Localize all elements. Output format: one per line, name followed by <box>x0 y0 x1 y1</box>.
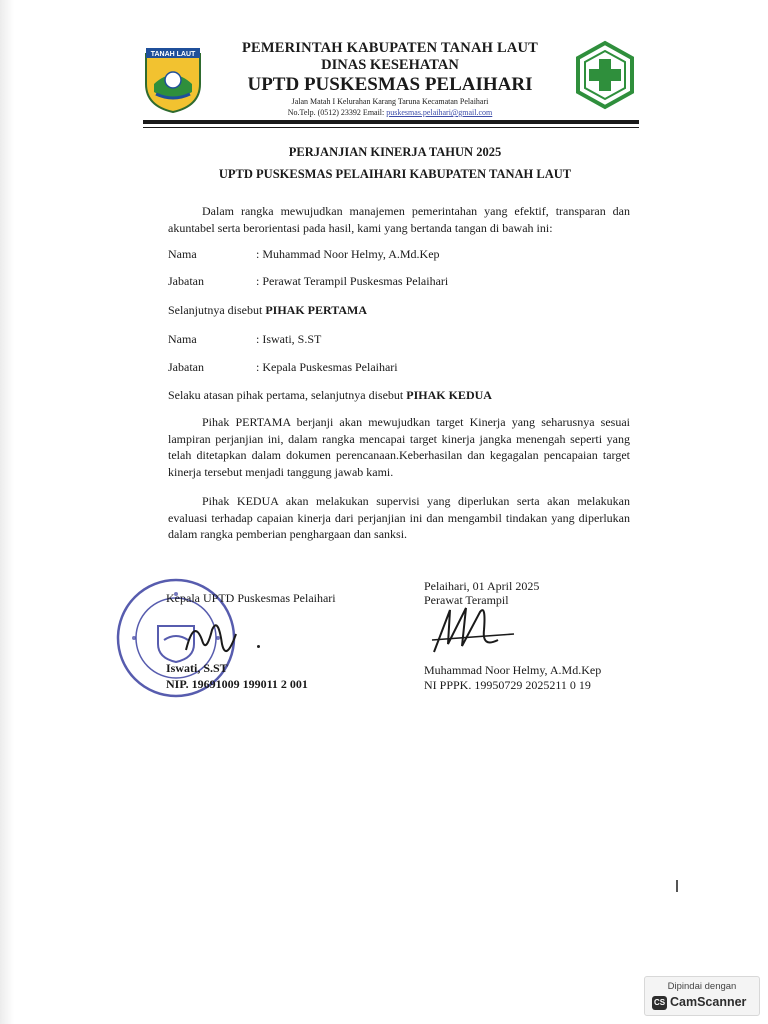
left-signer-id: NIP. 19691009 199011 2 001 <box>166 677 308 691</box>
party2-designation-prefix: Selaku atasan pihak pertama, selanjutnya disebut <box>168 388 407 402</box>
document-title: PERJANJIAN KINERJA TAHUN 2025 <box>288 145 502 159</box>
camscanner-watermark <box>644 976 760 1016</box>
obligation-paragraph-2 <box>168 493 630 543</box>
camscanner-logo-icon: CS <box>652 996 667 1010</box>
party1-designation <box>168 302 367 318</box>
obligation-text-2: Pihak KEDUA akan melakukan supervisi yang diperlukan serta akan melakukan evaluasi terhadap capaian kinerja dari perjanjian ini dan mengambil tindakan yang diperlukan dalam rangka pemberian penghargaan dan sanksi. <box>168 494 630 541</box>
letterhead-phone: No.Telp. (0512) 23392 Email: <box>287 108 387 117</box>
obligation-text-1: Pihak PERTAMA berjanji akan mewujudkan target Kinerja yang seharusnya sesuai lampiran perjanjian ini, dalam rangka mencapai target kinerja jangka menengah seperti yang telah ditetapkan dalam dokumen perencanaan.Keberhasilan dan kegagalan pencapaian target kinerja tersebut menjadi tanggung jawab kami. <box>168 415 630 479</box>
right-signature-icon <box>428 600 518 664</box>
left-signer-name: Iswati, S.ST <box>166 661 228 675</box>
letterhead-contact <box>210 107 570 118</box>
ink-dot <box>257 645 260 648</box>
party2-designation-term: PIHAK KEDUA <box>406 388 492 402</box>
party1-name-value: : Muhammad Noor Helmy, A.Md.Kep <box>256 247 440 261</box>
document-subtitle: UPTD PUSKESMAS PELAIHARI KABUPATEN TANAH LAUT <box>218 167 572 181</box>
right-signer-id: NI PPPK. 19950729 2025211 0 19 <box>424 678 591 692</box>
letterhead-department: DINAS KESEHATAN <box>321 57 459 73</box>
emblem-label: TANAH LAUT <box>150 51 196 58</box>
tanah-laut-emblem-icon <box>142 44 204 114</box>
party2-position-label: Jabatan <box>168 360 204 374</box>
obligation-paragraph-1 <box>168 414 630 480</box>
letterhead <box>210 40 570 118</box>
party1-designation-term: PIHAK PERTAMA <box>265 303 368 317</box>
puskesmas-logo-icon <box>574 40 636 110</box>
left-signer-title: Kepala UPTD Puskesmas Pelaihari <box>166 591 336 605</box>
letterhead-rule-thick <box>143 120 639 124</box>
intro-text: Dalam rangka mewujudkan manajemen pemerintahan yang efektif, transparan dan akuntabel serta berorientasi pada hasil, kami yang bertanda tangan di bawah ini: <box>168 204 630 235</box>
signing-place-date: Pelaihari, 01 April 2025 <box>424 579 540 593</box>
party1-name-label: Nama <box>168 247 197 261</box>
party1-position-value: : Perawat Terampil Puskesmas Pelaihari <box>256 274 449 288</box>
camscanner-caption: Dipindai dengan <box>667 981 737 992</box>
intro-paragraph <box>168 203 630 236</box>
right-signer-name: Muhammad Noor Helmy, A.Md.Kep <box>424 663 602 677</box>
party1-designation-prefix: Selanjutnya disebut <box>168 303 266 317</box>
letterhead-email: puskesmas.pelaihari@gmail.com <box>386 108 493 117</box>
camscanner-name: CamScanner <box>670 995 747 1009</box>
right-signer-title: Perawat Terampil <box>424 593 509 607</box>
party2-name-value: : Iswati, S.ST <box>256 332 322 346</box>
letterhead-government: PEMERINTAH KABUPATEN TANAH LAUT <box>241 40 539 56</box>
party2-designation <box>168 387 492 403</box>
party2-position-value: : Kepala Puskesmas Pelaihari <box>256 360 398 374</box>
party2-name-label: Nama <box>168 332 197 346</box>
letterhead-rule-thin <box>143 127 639 128</box>
letterhead-address: Jalan Matah I Kelurahan Karang Taruna Kecamatan Pelaihari <box>291 97 489 106</box>
party1-position-label: Jabatan <box>168 274 204 288</box>
scan-mark <box>676 880 678 892</box>
letterhead-institution: UPTD PUSKESMAS PELAIHARI <box>247 74 533 95</box>
